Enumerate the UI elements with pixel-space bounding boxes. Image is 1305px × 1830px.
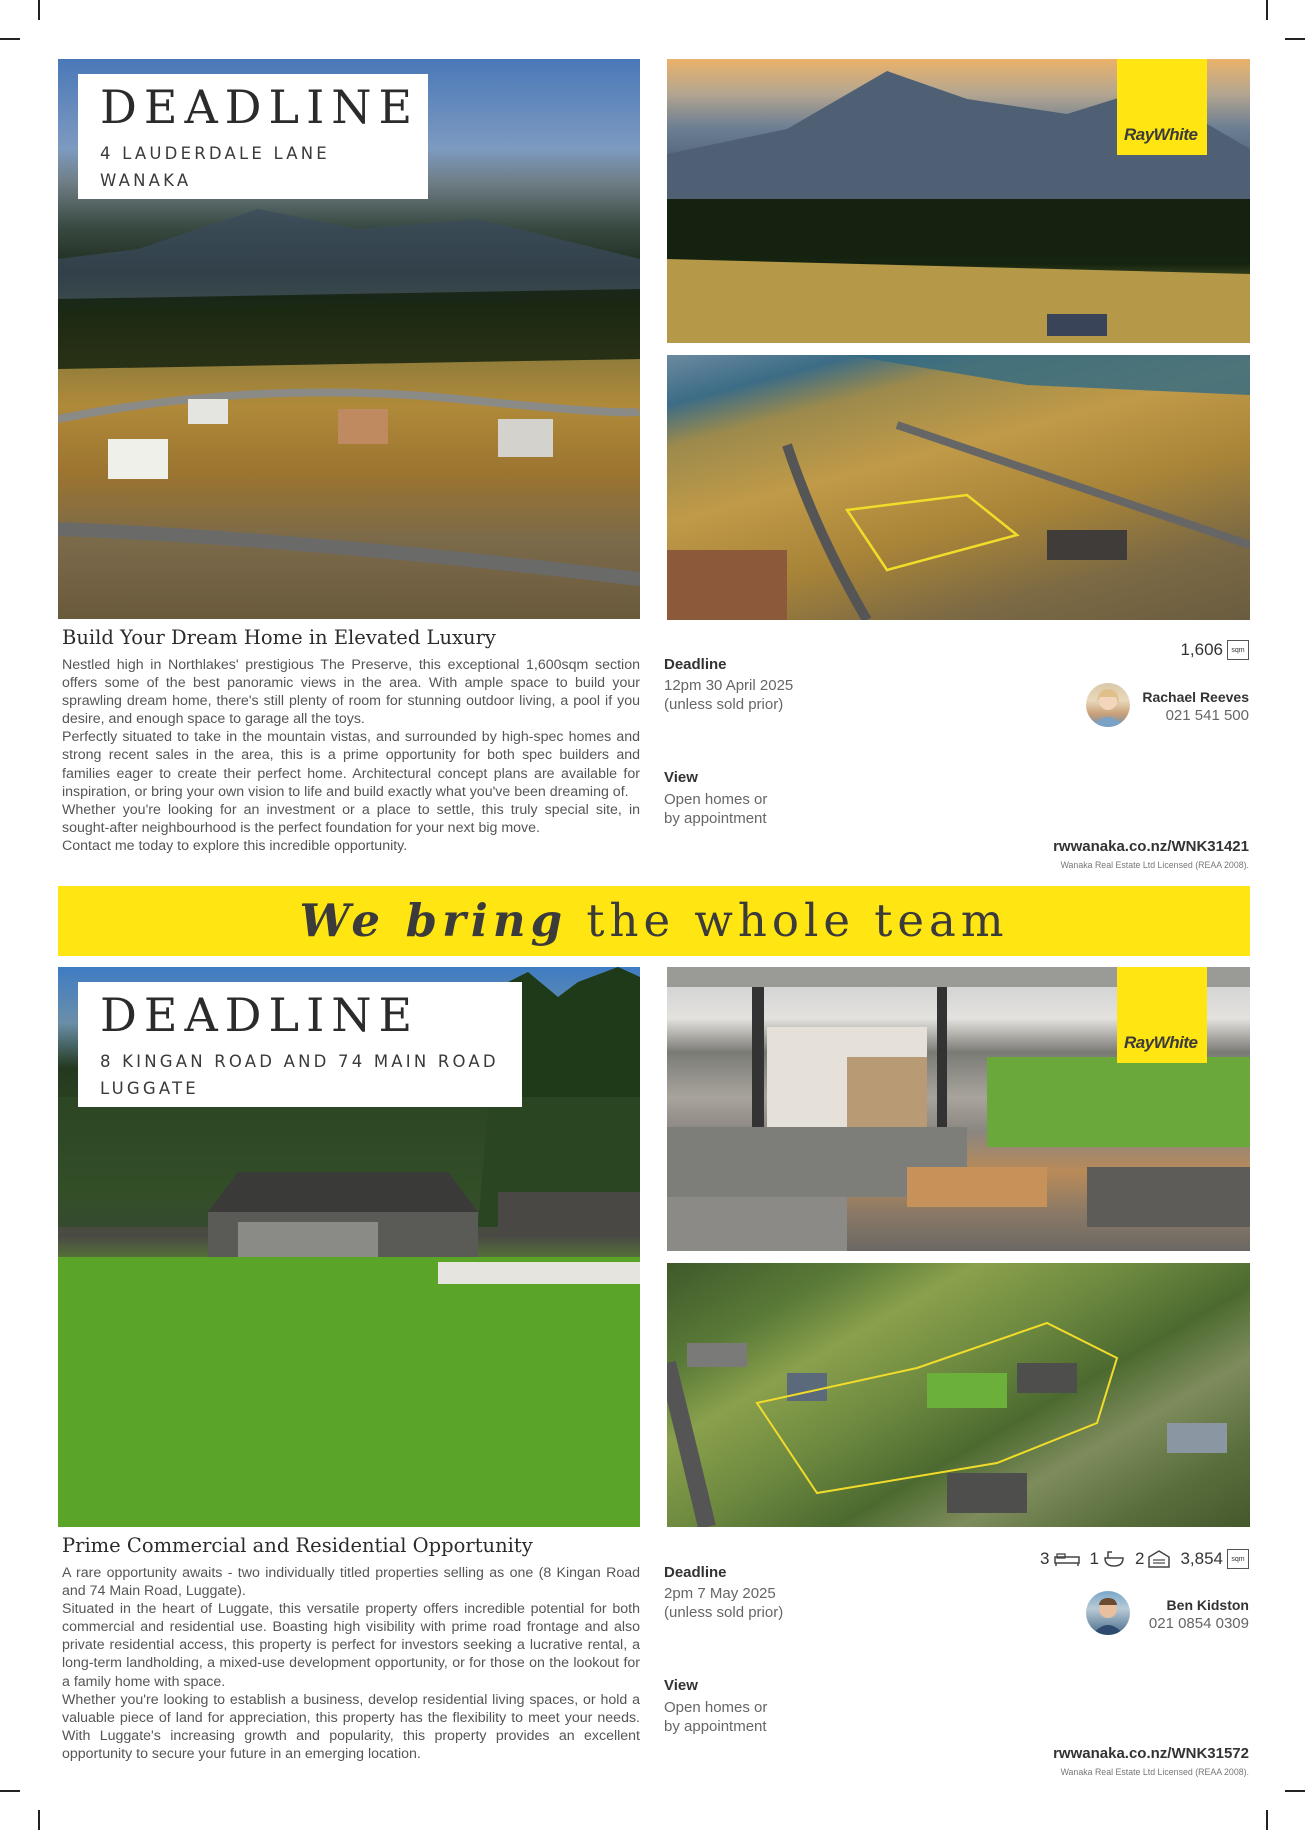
site-boundary-illustration [667, 1263, 1250, 1527]
listing-1-headline: Build Your Dream Home in Elevated Luxury [62, 626, 496, 649]
bedrooms-value: 3 [1040, 1549, 1050, 1568]
listing-2-paragraph: Situated in the heart of Luggate, this versatile property offers incredible potential for both commercial and residential use. Boasting high visibility with prime road frontage and also private residential access, this property is perfect for investors seeking a lucrative rental, a long-term landholding, a mixed-use development opportunity, or for those on the lookout for a family home with space. [62, 1601, 640, 1690]
listing-1-description [62, 656, 640, 855]
agent-phone[interactable]: 021 0854 0309 [1148, 1615, 1249, 1632]
listing-2-features [1040, 1549, 1249, 1569]
team-banner [58, 886, 1250, 956]
listing-2-license: Wanaka Real Estate Ltd Licensed (REAA 2008). [1060, 1767, 1249, 1777]
deadline-date: 2pm 7 May 2025 [664, 1585, 776, 1602]
bed-icon [1054, 1552, 1080, 1566]
listing-2-aerial-photo [667, 1263, 1250, 1527]
listing-1-view-label: View [664, 769, 698, 786]
listing-1-web-link[interactable]: rwwanaka.co.nz/WNK31421 [1053, 838, 1249, 855]
crop-mark [0, 1790, 20, 1792]
listing-2-web-link[interactable]: rwwanaka.co.nz/WNK31572 [1053, 1745, 1249, 1762]
ray-white-logo [1117, 59, 1207, 155]
listing-2-deadline-value [664, 1584, 783, 1622]
view-line: Open homes or [664, 791, 768, 808]
land-area-icon: sqm [1227, 1549, 1249, 1569]
deadline-note: (unless sold prior) [664, 696, 784, 713]
view-line: by appointment [664, 1718, 767, 1735]
ray-white-logo-text: RayWhite [1124, 1033, 1198, 1052]
deadline-note: (unless sold prior) [664, 1604, 784, 1621]
listing-1-address-line2: WANAKA [100, 171, 192, 190]
crop-mark [1266, 1810, 1268, 1830]
avatar-illustration [1086, 683, 1130, 727]
bathrooms-value: 1 [1089, 1549, 1099, 1568]
ray-white-logo-text: RayWhite [1124, 125, 1198, 144]
listing-2-address-line2: LUGGATE [100, 1079, 199, 1098]
land-area-icon: sqm [1227, 640, 1249, 660]
agent-name: Rachael Reeves [1142, 689, 1249, 705]
listing-2-status: DEADLINE [100, 988, 420, 1042]
garages-value: 2 [1134, 1549, 1145, 1568]
listing-2-description [62, 1564, 640, 1763]
banner-italic: We bring [299, 894, 568, 947]
deadline-date: 12pm 30 April 2025 [664, 677, 794, 694]
crop-mark [1285, 1790, 1305, 1792]
listing-1-deadline-value [664, 676, 793, 714]
listing-1-paragraph: Contact me today to explore this incredible opportunity. [62, 837, 408, 854]
listing-1-status: DEADLINE [100, 80, 420, 134]
ray-white-logo [1117, 967, 1207, 1063]
garage-icon [1148, 1550, 1170, 1568]
listing-2-paragraph: A rare opportunity awaits - two individually titled properties selling as one (8 Kingan Road and 74 Main Road, Luggate). [62, 1565, 640, 1600]
listing-1-address-line1: 4 LAUDERDALE LANE [100, 144, 330, 163]
listing-2-headline: Prime Commercial and Residential Opportunity [62, 1534, 533, 1557]
crop-mark [1285, 38, 1305, 40]
listing-1-paragraph: Nestled high in Northlakes' prestigious The Preserve, this exceptional 1,600sqm section offers some of the best panoramic views in the area. With ample space to build your sprawling dream home, there's still plenty of room for stunning outdoor living, a pool if you desire, and enough space to garage all the toys. [62, 657, 640, 728]
banner-plain: the whole team [586, 894, 1009, 947]
crop-mark [1266, 0, 1268, 20]
listing-2-view-value [664, 1698, 767, 1736]
listing-2-deadline-label: Deadline [664, 1564, 727, 1581]
listing-1-title-box [78, 74, 428, 199]
listing-1-license: Wanaka Real Estate Ltd Licensed (REAA 2008). [1060, 860, 1249, 870]
view-line: by appointment [664, 810, 767, 827]
avatar-illustration [1086, 1591, 1130, 1635]
listing-1-paragraph: Perfectly situated to take in the mountain vistas, and surrounded by high-spec homes and strong recent sales in the area, this is a prime opportunity for both spec builders and families eager to create their perfect home. Architectural concept plans are available for inspiration, or bring your own vision to life and build exactly what you've been dreaming of. [62, 729, 640, 800]
listing-1-aerial-photo [667, 355, 1250, 620]
listing-2-paragraph: Whether you're looking to establish a business, develop residential living spaces, or hold a valuable piece of land for appreciation, this property has the flexibility to meet your needs. With Luggate's increasing growth and popularity, this property provides an excellent opportunity to secure your future in an emerging location. [62, 1691, 640, 1762]
listing-1-land-area [1180, 640, 1249, 660]
agent-avatar-ben [1086, 1591, 1130, 1635]
banner-text [299, 894, 1008, 947]
listing-2-address-line1: 8 KINGAN ROAD AND 74 MAIN ROAD [100, 1052, 499, 1071]
listing-2-title-box [78, 982, 522, 1107]
listing-1-view-value [664, 790, 767, 828]
agent-avatar-rachael [1086, 683, 1130, 727]
agent-phone[interactable]: 021 541 500 [1165, 707, 1249, 724]
listing-2-view-label: View [664, 1677, 698, 1694]
listing-1-deadline-label: Deadline [664, 656, 727, 673]
listing-1-paragraph: Whether you're looking for an investment or a place to settle, this truly special site, in sought-after neighbourhood is the perfect foundation for your next big move. [62, 801, 640, 836]
crop-mark [38, 0, 40, 20]
bath-icon [1103, 1550, 1125, 1568]
crop-mark [38, 1810, 40, 1830]
agent-name: Ben Kidston [1166, 1597, 1249, 1613]
land-area-value: 1,606 [1180, 640, 1223, 659]
crop-mark [0, 38, 20, 40]
view-line: Open homes or [664, 1699, 768, 1716]
land-area-value: 3,854 [1180, 1549, 1223, 1568]
boundary-illustration [667, 355, 1250, 620]
